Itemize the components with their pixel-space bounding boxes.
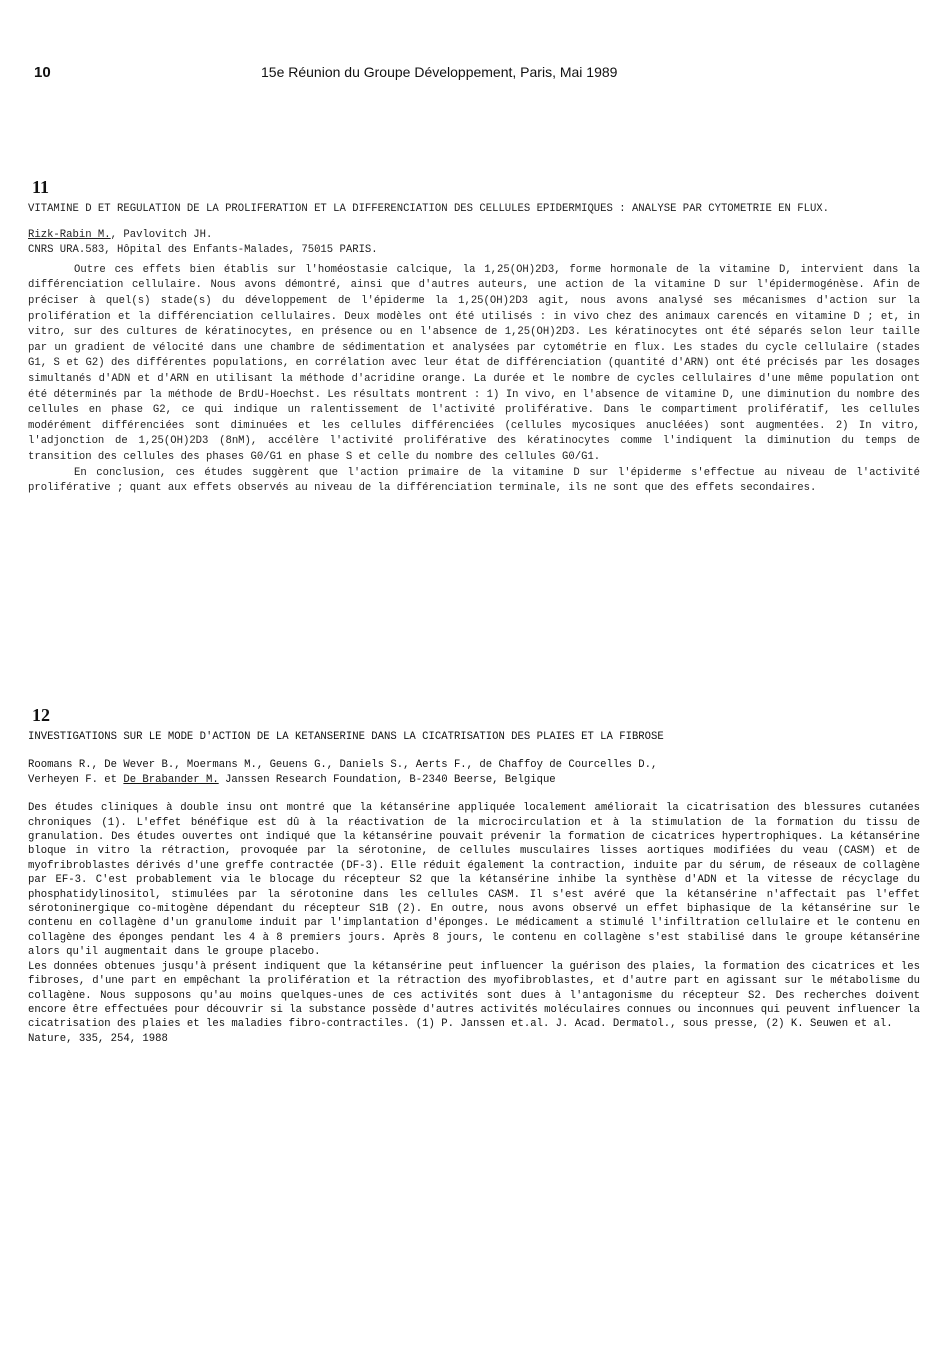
abstract-number: 11 <box>32 177 50 197</box>
abstract-body-paragraph: Des études cliniques à double insu ont montré que la kétansérine appliquée localement améliorait la cicatrisation des blessures cutanées chroniques (1). L'effet bénéfique est dû à la réactivation de la microcirculation et à la stimulation de la formation du tissu de granulation. Des études ouvertes ont indiqué que la kétansérine pouvait prévenir la formation de cicatrices hypertrophiques. La kétansérine bloque in vitro la rétraction, provoquée par la sérotonine, de cellules musculaires lisses aortiques modifiées du veau (CASM) et de myofribroblastes dérivés d'une greffe contractée (DF-3). Elle réduit également la contraction, induite par du sérum, de réseaux de collagène par EF-3. C'est probablement via le blocage du récepteur S2 que la kétansérine inhibe la synthèse d'ADN et la vitesse de récyclage du phosphatidylinositol, stimulées par la sérotonine dans les cellules CASM. Il s'est avéré que la kétansérine n'affectait pas l'effet sérotoninergique co-mitogène dépendant du récepteur S1B (2). En outre, nous avons observé un effet biphasique de la kétansérine sur le contenu en collagène d'un granulome induit par l'implantation d'éponges. Le médicament a stimulé l'infiltration cellulaire et le contenu en collagène des éponges pendant les 4 à 8 premiers jours. Après 8 jours, le contenu en collagène s'est stabilisé dans le groupe kétansérine alors qu'il augmentait dans le groupe placebo. <box>28 802 920 959</box>
authors-line: Roomans R., De Wever B., Moermans M., Geuens G., Daniels S., Aerts F., de Chaffoy de Courcelles D., <box>28 759 658 772</box>
abstract-title: VITAMINE D ET REGULATION DE LA PROLIFERATION ET LA DIFFERENCIATION DES CELLULES EPIDERMIQUES : ANALYSE PAR CYTOMETRIE EN FLUX. <box>28 203 830 215</box>
abstract-12 <box>28 704 920 1046</box>
abstract-authors <box>28 758 920 787</box>
abstract-conclusion-paragraph: En conclusion, ces études suggèrent que l'action primaire de la vitamine D sur l'épiderme s'effectue au niveau de l'activité proliférative ; quant aux effets observés au niveau de la différenciation terminale, ils ne sont que des effets secondaires. <box>28 466 920 495</box>
page-header <box>34 64 914 84</box>
reference-citation: Nature, 335, 254, 1988 <box>28 1032 168 1045</box>
abstract-affiliation: CNRS URA.583, Hôpital des Enfants-Malades, 75015 PARIS. <box>28 244 378 257</box>
conclusion-text: Les données obtenues jusqu'à présent indiquent que la kétansérine peut influencer la guérison des plaies, la formation des cicatrices et les fibroses, d'une part en empêchant la prolifération et la rétraction des myofibroblastes, et d'autre part en agissant sur le métabolisme du collagène. Nous supposons qu'au moins quelques-unes de ces activités sont dues à l'antagonisme du récepteur S2. Des recherches doivent encore être effectuées pour découvrir si la substance possède d'autres activités moléculaires connues ou inconnues qui peuvent influencer la cicatrisation des plaies et les maladies fibro-contractiles. (1) P. Janssen et.al. J. Acad. Dermatol., sous presse, (2) K. Seuwen et al. <box>28 960 920 1031</box>
abstract-title: INVESTIGATIONS SUR LE MODE D'ACTION DE LA KETANSERINE DANS LA CICATRISATION DES PLAIES ET LA FIBROSE <box>28 731 664 743</box>
abstract-11 <box>28 176 920 497</box>
abstract-affiliation: Janssen Research Foundation, B-2340 Beerse, Belgique <box>218 773 556 786</box>
abstract-body-paragraph: Outre ces effets bien établis sur l'homéostasie calcique, la 1,25(OH)2D3, forme hormonale de la vitamine D, intervient dans la différenciation cellulaire. Nous avons démontré, ainsi que d'autres auteurs, une action de la vitamine D sur l'épidermogénèse. Afin de préciser à quel(s) stade(s) du développement de l'épiderme la 1,25(OH)2D3 agit, nous avons analysé ses mécanismes d'action sur la prolifération et la différenciation cellulaires. Deux modèles ont été utilisés : in vivo chez des animaux carencés en vitamine D ; et, in vitro, sur des cultures de kératinocytes, en présence ou en l'absence de 1,25(OH)2D3. Les kératinocytes ont été séparés selon leur taille par un gradient de vélocité dans une chambre de sédimentation et analysées par cytométrie en flux. Les stades du cycle cellulaire (stades G1, S et G2) des différentes populations, en corrélation avec leur état de différenciation (quantité d'ARN) ont été précisés par les dosages simultanés d'ADN et d'ARN en utilisant la méthode d'acridine orange. La durée et le nombre de cycles cellulaires d'une même population ont été déterminés par la méthode de BrdU-Hoechst. Les résultats montrent : 1) In vivo, en l'absence de vitamine D, une diminution du nombre des cellules en phase G2, ce qui indique un ralentissement de l'activité proliférative. Dans le compartiment prolifératif, les cellules modérément différenciées sont diminuées et les cellules différenciées (cellules mycosiques anucléées) sont augmentées. 2) In vitro, l'adjonction de 1,25(OH)2D3 (8nM), accélère l'activité proliférative des kératinocytes comme l'indiquent la diminution du temps de transition des cellules des phases G0/G1 en phase S et celle du nombre des cellules G0/G1. <box>28 263 920 463</box>
presenting-author: De Brabander M. <box>123 773 219 786</box>
page-number: 10 <box>34 64 51 81</box>
authors-line: Verheyen F. et <box>28 773 124 786</box>
abstract-authors <box>28 228 920 244</box>
abstract-number: 12 <box>32 705 50 725</box>
co-authors: , Pavlovitch JH. <box>110 228 213 241</box>
presenting-author: Rizk-Rabin M. <box>28 228 111 241</box>
abstract-conclusion-paragraph <box>28 960 920 1046</box>
running-title: 15e Réunion du Groupe Développement, Paris, Mai 1989 <box>261 64 618 80</box>
